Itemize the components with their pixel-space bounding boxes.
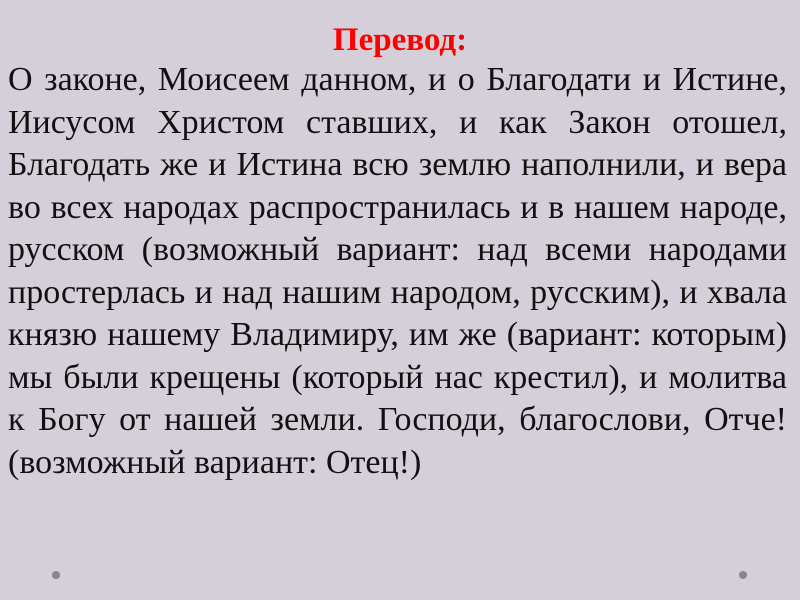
decorative-dot-right [739, 571, 747, 579]
slide-body-text: О законе, Моисеем данном, и о Благодати и Истине, Иисусом Христом ставших, и как Закон отошел, Благодать же и Истина всю землю наполнили, и вера во всех народах распространилась и в нашем народе, русском (возможный вариант: над всеми народами простерлась и над нашим народом, русским), и хвала князю нашему Владимиру, им же (вариант: которым) мы были крещены (который нас крестил), и молитва к Богу от нашей земли. Господи, благослови, Отче! (возможный вариант: Отец!) [8, 61, 787, 481]
slide-title: Перевод: [332, 22, 468, 58]
decorative-dot-left [52, 571, 60, 579]
